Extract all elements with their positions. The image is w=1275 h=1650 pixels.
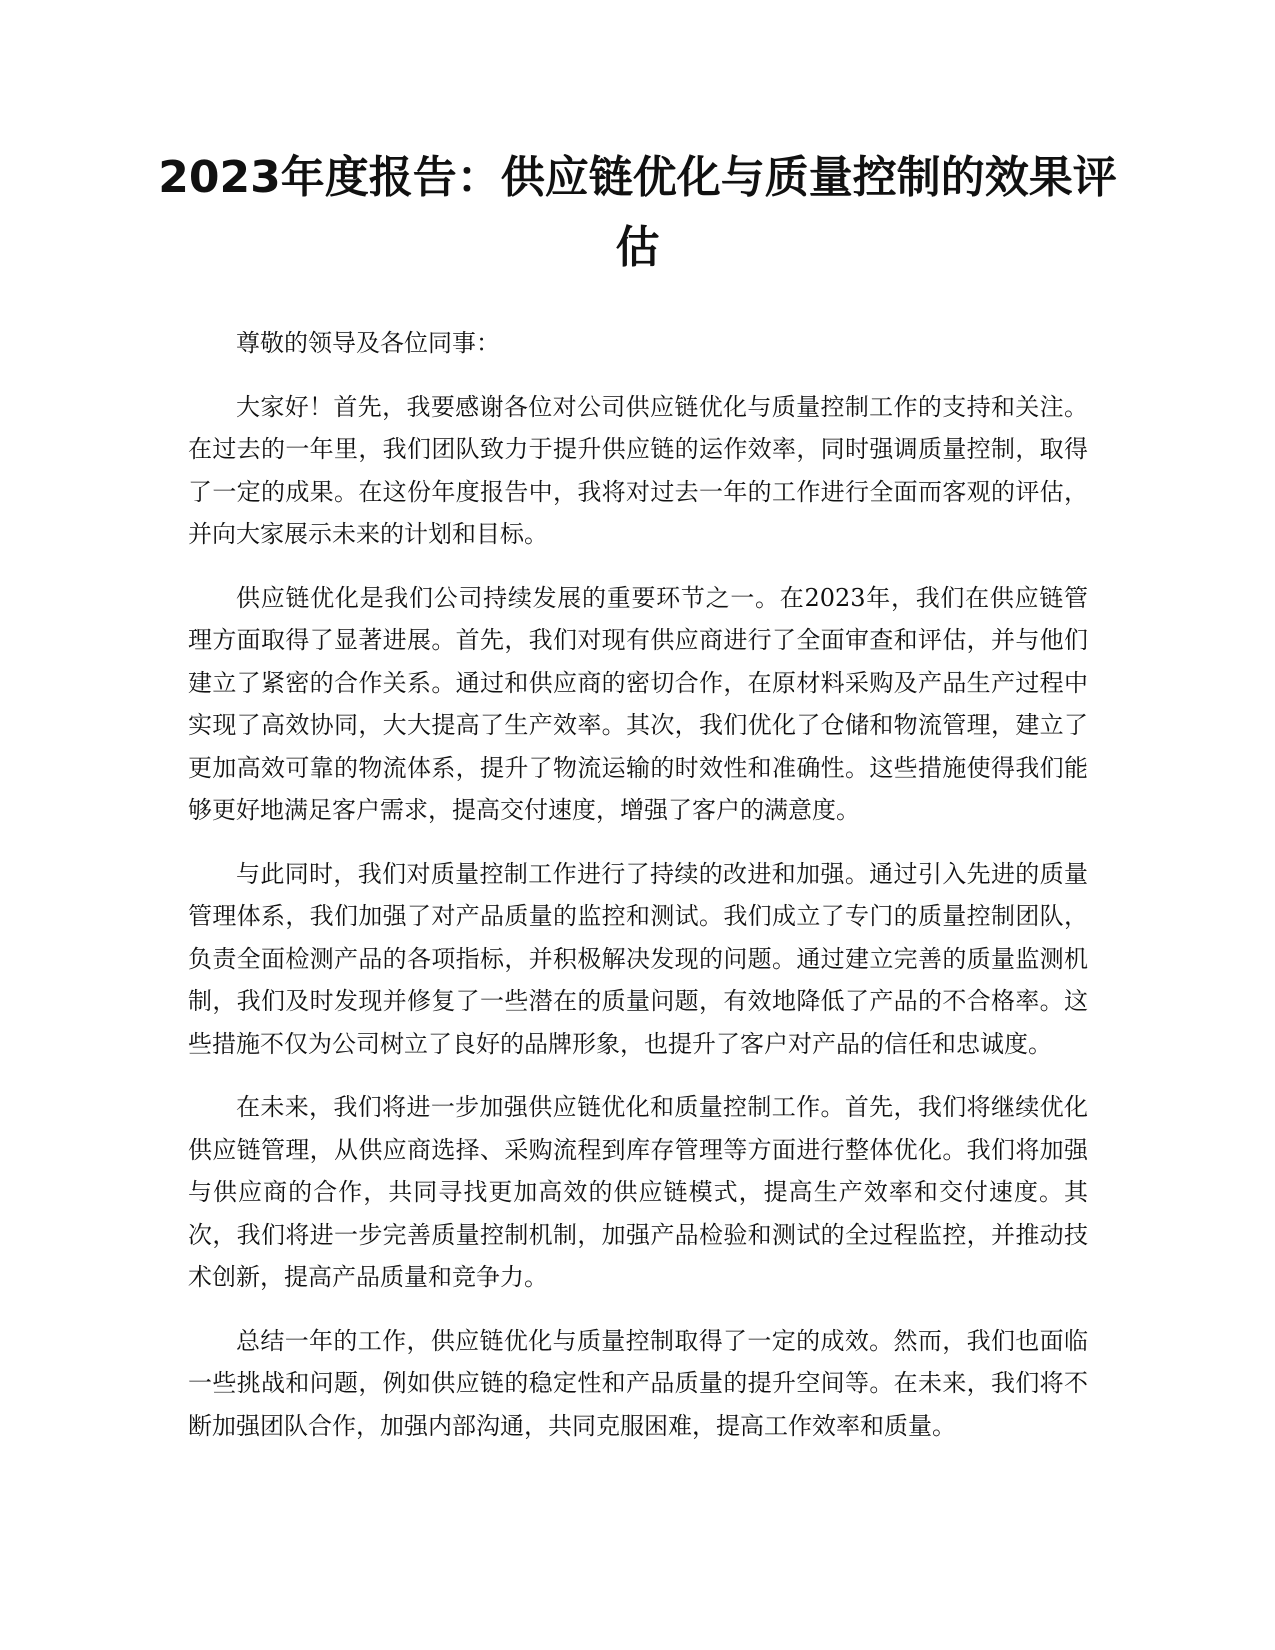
paragraph-3: 与此同时，我们对质量控制工作进行了持续的改进和加强。通过引入先进的质量管理体系，我们加强了对产品质量的监控和测试。我们成立了专门的质量控制团队，负责全面检测产品的各项指标，并积极解决发现的问题。通过建立完善的质量监测机制，我们及时发现并修复了一些潜在的质量问题，有效地降低了产品的不合格率。这些措施不仅为公司树立了良好的品牌形象，也提升了客户对产品的信任和忠诚度。 xyxy=(188,859,1088,1058)
salutation: 尊敬的领导及各位同事： xyxy=(236,329,500,357)
paragraph-5: 总结一年的工作，供应链优化与质量控制取得了一定的成效。然而，我们也面临一些挑战和问题，例如供应链的稳定性和产品质量的提升空间等。在未来，我们将不断加强团队合作，加强内部沟通，共同克服困难，提高工作效率和质量。 xyxy=(188,1326,1088,1440)
document-body xyxy=(188,322,1088,1468)
paragraph-2: 供应链优化是我们公司持续发展的重要环节之一。在2023年，我们在供应链管理方面取得了显著进展。首先，我们对现有供应商进行了全面审查和评估，并与他们建立了紧密的合作关系。通过和供应商的密切合作，在原材料采购及产品生产过程中实现了高效协同，大大提高了生产效率。其次，我们优化了仓储和物流管理，建立了更加高效可靠的物流体系，提升了物流运输的时效性和准确性。这些措施使得我们能够更好地满足客户需求，提高交付速度，增强了客户的满意度。 xyxy=(188,583,1088,824)
paragraph-1: 大家好！首先，我要感谢各位对公司供应链优化与质量控制工作的支持和关注。在过去的一年里，我们团队致力于提升供应链的运作效率，同时强调质量控制，取得了一定的成果。在这份年度报告中，我将对过去一年的工作进行全面而客观的评估，并向大家展示未来的计划和目标。 xyxy=(188,392,1088,548)
paragraph-4: 在未来，我们将进一步加强供应链优化和质量控制工作。首先，我们将继续优化供应链管理，从供应商选择、采购流程到库存管理等方面进行整体优化。我们将加强与供应商的合作，共同寻找更加高效的供应链模式，提高生产效率和交付速度。其次，我们将进一步完善质量控制机制，加强产品检验和测试的全过程监控，并推动技术创新，提高产品质量和竞争力。 xyxy=(188,1093,1088,1291)
document-title: 2023年度报告：供应链优化与质量控制的效果评估 xyxy=(158,152,1117,273)
